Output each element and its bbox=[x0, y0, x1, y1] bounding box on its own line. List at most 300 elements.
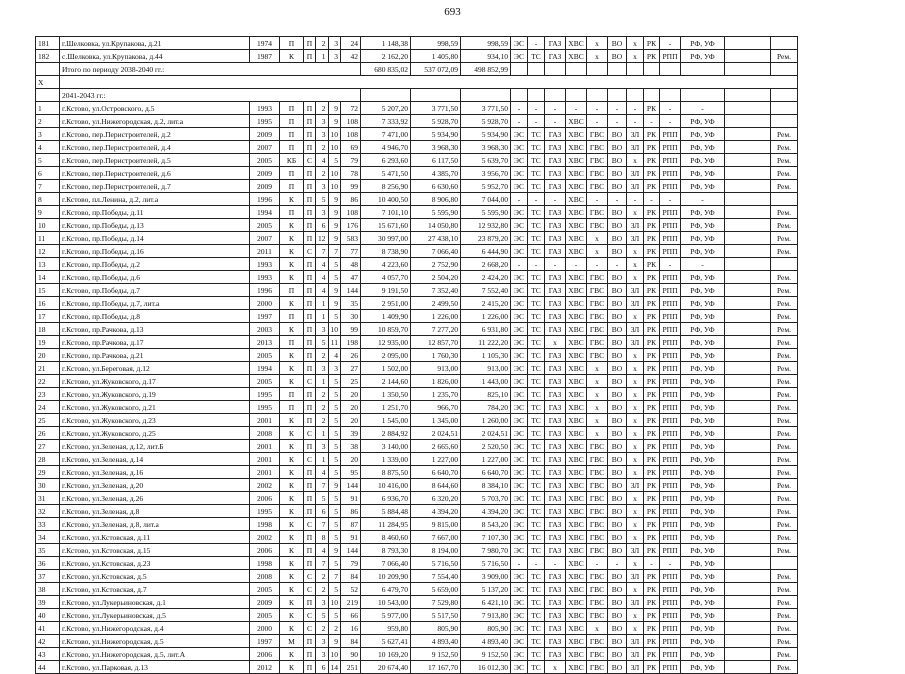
table-cell: ТС bbox=[528, 648, 545, 661]
table-cell: х bbox=[627, 453, 644, 466]
table-cell bbox=[681, 63, 725, 76]
table-cell: ГАЗ bbox=[545, 375, 566, 388]
table-cell: 31 bbox=[36, 492, 60, 505]
table-cell: 99 bbox=[341, 180, 361, 193]
table-cell: П bbox=[280, 37, 304, 50]
table-cell: г.Кстово, ул.Парковая, д.13 bbox=[60, 661, 250, 674]
table-cell: РФ, УФ bbox=[681, 232, 725, 245]
table-cell: ВО bbox=[608, 37, 627, 50]
table-cell: 22 bbox=[36, 375, 60, 388]
table-cell: РФ, УФ bbox=[681, 271, 725, 284]
table-cell: РК bbox=[644, 596, 660, 609]
table-cell: РФ, УФ bbox=[681, 622, 725, 635]
table-cell: 4 223,60 bbox=[361, 258, 411, 271]
table-cell: 7 352,40 bbox=[411, 284, 461, 297]
table-cell: - bbox=[528, 102, 545, 115]
table-cell: ГВС bbox=[587, 479, 608, 492]
table-cell bbox=[725, 466, 771, 479]
table-cell: 3 bbox=[316, 206, 329, 219]
table-cell bbox=[725, 427, 771, 440]
table-cell: Рем. bbox=[771, 128, 798, 141]
table-cell: ХВС bbox=[566, 622, 587, 635]
table-cell: К bbox=[280, 453, 304, 466]
table-cell: РК bbox=[644, 505, 660, 518]
table-cell: ЗЛ bbox=[627, 232, 644, 245]
table-cell: РК bbox=[644, 635, 660, 648]
table-cell: С bbox=[304, 245, 316, 258]
table-cell: 95 bbox=[341, 466, 361, 479]
table-row bbox=[36, 518, 798, 531]
table-cell: 2011 bbox=[250, 245, 280, 258]
table-cell: П bbox=[280, 102, 304, 115]
table-row bbox=[36, 271, 798, 284]
table-cell: 10 400,50 bbox=[361, 193, 411, 206]
table-cell: 5 bbox=[328, 427, 341, 440]
table-cell: Рем. bbox=[771, 245, 798, 258]
table-cell: ХВС bbox=[566, 466, 587, 479]
table-cell: Рем. bbox=[771, 310, 798, 323]
table-cell: 5 bbox=[316, 336, 329, 349]
table-cell: ХВС bbox=[566, 232, 587, 245]
table-cell: ГАЗ bbox=[545, 505, 566, 518]
table-cell: 1 bbox=[316, 427, 329, 440]
table-cell: РПП bbox=[660, 609, 681, 622]
table-cell: 1 bbox=[316, 297, 329, 310]
table-cell: 10 bbox=[36, 219, 60, 232]
table-cell: х bbox=[587, 362, 608, 375]
table-cell: 4 bbox=[328, 349, 341, 362]
page-number: 693 bbox=[444, 6, 461, 18]
table-row bbox=[36, 336, 798, 349]
table-cell: - bbox=[528, 115, 545, 128]
table-cell bbox=[725, 102, 771, 115]
table-cell: 2000 bbox=[250, 297, 280, 310]
table-cell: 4 bbox=[316, 544, 329, 557]
table-cell: ГВС bbox=[587, 661, 608, 674]
table-cell: П bbox=[304, 349, 316, 362]
table-cell: 30 bbox=[341, 310, 361, 323]
table-cell: 2 752,90 bbox=[411, 258, 461, 271]
table-row bbox=[36, 531, 798, 544]
table-cell: 1 226,00 bbox=[461, 310, 511, 323]
table-cell: ЭС bbox=[511, 167, 528, 180]
table-cell: РФ, УФ bbox=[681, 401, 725, 414]
table-cell: РПП bbox=[660, 544, 681, 557]
table-cell: 42 bbox=[36, 635, 60, 648]
table-cell: - bbox=[644, 115, 660, 128]
table-cell: 9 bbox=[328, 479, 341, 492]
table-row bbox=[36, 388, 798, 401]
table-cell: 3 bbox=[328, 362, 341, 375]
table-cell: РК bbox=[644, 141, 660, 154]
table-cell: РФ, УФ bbox=[681, 206, 725, 219]
table-cell: г.Кстово, ул.Кстовская, д.7 bbox=[60, 583, 250, 596]
table-cell: ТС bbox=[528, 661, 545, 674]
table-cell: ХВС bbox=[566, 596, 587, 609]
table-cell: ВО bbox=[608, 492, 627, 505]
table-cell: Рем. bbox=[771, 661, 798, 674]
table-cell bbox=[725, 375, 771, 388]
table-cell: г.Кстово, ул.Нижегородская, д.4 bbox=[60, 622, 250, 635]
table-cell: ВО bbox=[608, 648, 627, 661]
table-cell: 7 bbox=[316, 557, 329, 570]
table-cell: х bbox=[627, 609, 644, 622]
table-cell: 7 bbox=[36, 180, 60, 193]
table-cell: 2 665,60 bbox=[411, 440, 461, 453]
table-cell: 15 bbox=[36, 284, 60, 297]
table-cell: 5 703,70 bbox=[461, 492, 511, 505]
table-cell: 90 bbox=[341, 648, 361, 661]
table-cell: ГВС bbox=[587, 219, 608, 232]
table-cell: 34 bbox=[36, 531, 60, 544]
table-cell: Рем. bbox=[771, 167, 798, 180]
table-cell: г.Кстово, ул.Береговая, д.12 bbox=[60, 362, 250, 375]
table-cell: ТС bbox=[528, 596, 545, 609]
table-cell: Рем. bbox=[771, 596, 798, 609]
table-cell: г.Кстово, ул.Жуковского, д.17 bbox=[60, 375, 250, 388]
table-cell: К bbox=[280, 661, 304, 674]
table-cell bbox=[725, 297, 771, 310]
table-cell: 6 bbox=[316, 219, 329, 232]
table-cell: 5 bbox=[328, 401, 341, 414]
table-cell bbox=[771, 37, 798, 50]
table-cell: РФ, УФ bbox=[681, 310, 725, 323]
table-cell: 5 595,90 bbox=[411, 206, 461, 219]
table-row bbox=[36, 596, 798, 609]
table-cell: х bbox=[587, 401, 608, 414]
table-cell bbox=[36, 63, 60, 76]
table-cell: 1998 bbox=[250, 557, 280, 570]
table-cell: - bbox=[528, 557, 545, 570]
table-cell: г.Кстово, пр.Победы, д.11 bbox=[60, 206, 250, 219]
table-cell: 9 bbox=[328, 544, 341, 557]
table-cell: РПП bbox=[660, 362, 681, 375]
table-cell: П bbox=[280, 206, 304, 219]
table-cell: Рем. bbox=[771, 388, 798, 401]
table-cell: 1998 bbox=[250, 518, 280, 531]
table-cell: 9 bbox=[328, 115, 341, 128]
table-cell: П bbox=[304, 388, 316, 401]
table-cell: С bbox=[304, 154, 316, 167]
table-cell: 7 913,80 bbox=[461, 609, 511, 622]
table-cell: 24 bbox=[341, 37, 361, 50]
table-cell: 5 bbox=[328, 271, 341, 284]
table-cell: 14 bbox=[36, 271, 60, 284]
table-cell: ТС bbox=[528, 583, 545, 596]
table-cell: г.Кстово, ул.Островского, д.5 bbox=[60, 102, 250, 115]
table-cell: 1996 bbox=[250, 193, 280, 206]
table-cell: ТС bbox=[528, 232, 545, 245]
table-row bbox=[36, 622, 798, 635]
table-cell: Рем. bbox=[771, 635, 798, 648]
table-cell: 181 bbox=[36, 37, 60, 50]
table-cell: ЭС bbox=[511, 648, 528, 661]
table-cell: г.Кстово, пр.Рачкова, д.21 bbox=[60, 349, 250, 362]
table-cell: П bbox=[304, 258, 316, 271]
table-cell: Рем. bbox=[771, 362, 798, 375]
table-cell: 9 bbox=[328, 284, 341, 297]
table-cell: П bbox=[304, 362, 316, 375]
table-cell: ХВС bbox=[566, 128, 587, 141]
table-cell bbox=[725, 128, 771, 141]
houses-table bbox=[35, 36, 798, 674]
table-cell: 2005 bbox=[250, 375, 280, 388]
table-cell: ЭС bbox=[511, 375, 528, 388]
table-cell: П bbox=[304, 128, 316, 141]
table-cell: К bbox=[280, 50, 304, 63]
table-cell bbox=[528, 63, 545, 76]
table-cell: ТС bbox=[528, 245, 545, 258]
table-cell: 2012 bbox=[250, 661, 280, 674]
table-cell: ЭС bbox=[511, 479, 528, 492]
table-cell: 2013 bbox=[250, 336, 280, 349]
table-cell: 9 bbox=[328, 635, 341, 648]
table-cell: 1 bbox=[316, 453, 329, 466]
table-cell: 3 bbox=[316, 596, 329, 609]
table-cell bbox=[725, 492, 771, 505]
table-cell: ГАЗ bbox=[545, 427, 566, 440]
table-cell: 1 148,38 bbox=[361, 37, 411, 50]
table-cell: К bbox=[280, 557, 304, 570]
table-cell: РФ, УФ bbox=[681, 154, 725, 167]
table-cell: РК bbox=[644, 648, 660, 661]
table-cell: РК bbox=[644, 440, 660, 453]
table-cell: РК bbox=[644, 102, 660, 115]
table-cell: ХВС bbox=[566, 310, 587, 323]
table-cell: ТС bbox=[528, 479, 545, 492]
table-cell: - bbox=[545, 557, 566, 570]
table-cell bbox=[511, 63, 528, 76]
table-cell: РК bbox=[644, 531, 660, 544]
table-cell bbox=[771, 63, 798, 76]
table-cell: ГВС bbox=[587, 570, 608, 583]
table-cell: 1 bbox=[316, 310, 329, 323]
table-cell: ВО bbox=[608, 570, 627, 583]
table-cell: РФ, УФ bbox=[681, 245, 725, 258]
table-cell: Рем. bbox=[771, 544, 798, 557]
table-cell: 17 bbox=[36, 310, 60, 323]
table-cell: 2006 bbox=[250, 544, 280, 557]
subtotal-total-area bbox=[361, 89, 411, 102]
table-cell: ГВС bbox=[587, 492, 608, 505]
table-cell: РК bbox=[644, 427, 660, 440]
table-cell: П bbox=[304, 232, 316, 245]
table-cell: - bbox=[660, 193, 681, 206]
table-cell: ВО bbox=[608, 427, 627, 440]
table-cell: 16 bbox=[341, 622, 361, 635]
table-cell: ХВС bbox=[566, 349, 587, 362]
table-cell: ГАЗ bbox=[545, 635, 566, 648]
table-cell: - bbox=[545, 258, 566, 271]
table-cell: г.Кстово, пер.Перистроителей, д.7 bbox=[60, 180, 250, 193]
table-cell: П bbox=[280, 336, 304, 349]
table-cell: 52 bbox=[341, 583, 361, 596]
table-cell: 1996 bbox=[250, 284, 280, 297]
table-cell: ТС bbox=[528, 154, 545, 167]
table-cell: 998,59 bbox=[461, 37, 511, 50]
table-cell: ТС bbox=[528, 362, 545, 375]
table-cell: г.Кстово, ул.Нижегородская, д.5, лит.А bbox=[60, 648, 250, 661]
table-cell: 24 bbox=[36, 401, 60, 414]
table-cell: ЭС bbox=[511, 492, 528, 505]
table-cell bbox=[660, 63, 681, 76]
table-cell: ТС bbox=[528, 427, 545, 440]
table-cell: ГАЗ bbox=[545, 219, 566, 232]
table-cell: РФ, УФ bbox=[681, 414, 725, 427]
table-cell: ГВС bbox=[587, 284, 608, 297]
table-cell: 1987 bbox=[250, 50, 280, 63]
table-cell: 8 460,60 bbox=[361, 531, 411, 544]
table-cell: Рем. bbox=[771, 609, 798, 622]
table-row bbox=[36, 284, 798, 297]
table-row bbox=[36, 544, 798, 557]
table-cell: 7 bbox=[316, 479, 329, 492]
table-cell: 5 bbox=[328, 388, 341, 401]
table-cell: П bbox=[304, 219, 316, 232]
table-cell: 27 438,10 bbox=[411, 232, 461, 245]
table-cell: - bbox=[608, 115, 627, 128]
table-cell: г.Кстово, ул.Лукерьиновская, д.1 bbox=[60, 596, 250, 609]
table-row bbox=[36, 479, 798, 492]
table-cell: ВО bbox=[608, 440, 627, 453]
table-cell: ЭС bbox=[511, 271, 528, 284]
table-cell: 2005 bbox=[250, 154, 280, 167]
table-cell: РК bbox=[644, 375, 660, 388]
table-cell: 8 738,90 bbox=[361, 245, 411, 258]
table-cell: РК bbox=[644, 518, 660, 531]
table-cell: 10 bbox=[328, 180, 341, 193]
table-cell: х bbox=[627, 375, 644, 388]
table-cell: ВО bbox=[608, 453, 627, 466]
table-cell: ГАЗ bbox=[545, 401, 566, 414]
table-cell: х bbox=[627, 401, 644, 414]
table-cell: ЭС bbox=[511, 518, 528, 531]
table-cell: г.Кстово, пр.Победы, д.7, лит.а bbox=[60, 297, 250, 310]
table-cell: х bbox=[627, 505, 644, 518]
table-cell bbox=[566, 89, 587, 102]
table-cell: 9 bbox=[328, 102, 341, 115]
table-cell: РПП bbox=[660, 167, 681, 180]
table-cell: - bbox=[511, 102, 528, 115]
table-cell: 29 bbox=[36, 466, 60, 479]
table-cell: ГВС bbox=[587, 141, 608, 154]
table-cell: РПП bbox=[660, 128, 681, 141]
table-row bbox=[36, 115, 798, 128]
table-cell: 108 bbox=[341, 115, 361, 128]
table-cell: ЗЛ bbox=[627, 128, 644, 141]
table-cell: 10 416,00 bbox=[361, 479, 411, 492]
table-cell: ЗЛ bbox=[627, 635, 644, 648]
table-cell: ГАЗ bbox=[545, 284, 566, 297]
table-cell: РПП bbox=[660, 583, 681, 596]
table-cell: 1 105,30 bbox=[461, 349, 511, 362]
table-cell: РК bbox=[644, 362, 660, 375]
table-cell: 35 bbox=[36, 544, 60, 557]
table-cell: 33 bbox=[36, 518, 60, 531]
table-cell: К bbox=[280, 648, 304, 661]
table-cell: 8 bbox=[316, 531, 329, 544]
table-cell: С bbox=[304, 570, 316, 583]
table-cell: РК bbox=[644, 128, 660, 141]
table-cell: 2 520,50 bbox=[461, 440, 511, 453]
table-cell: ХВС bbox=[566, 557, 587, 570]
table-cell: ГВС bbox=[587, 648, 608, 661]
table-cell: х bbox=[627, 622, 644, 635]
table-cell: 12 bbox=[316, 232, 329, 245]
table-cell: г.Кстово, пр.Победы, д.16 bbox=[60, 245, 250, 258]
table-cell: Рем. bbox=[771, 531, 798, 544]
table-cell: 2002 bbox=[250, 479, 280, 492]
table-cell: К bbox=[280, 505, 304, 518]
table-cell: РПП bbox=[660, 388, 681, 401]
table-cell: ГВС bbox=[587, 167, 608, 180]
table-cell: г.Кстово, пл.Ленина, д.2, лит.а bbox=[60, 193, 250, 206]
table-cell: 3 bbox=[316, 128, 329, 141]
table-cell: ТС bbox=[528, 50, 545, 63]
table-cell: 10 bbox=[328, 141, 341, 154]
table-cell: РК bbox=[644, 206, 660, 219]
table-cell: К bbox=[280, 219, 304, 232]
table-cell: ГВС bbox=[587, 349, 608, 362]
table-cell: 2 bbox=[316, 570, 329, 583]
table-cell: ТС bbox=[528, 375, 545, 388]
table-cell: х bbox=[545, 336, 566, 349]
table-cell: ЭС bbox=[511, 427, 528, 440]
table-cell: х bbox=[627, 531, 644, 544]
table-cell: П bbox=[304, 492, 316, 505]
table-cell: РК bbox=[644, 349, 660, 362]
table-cell: 27 bbox=[341, 362, 361, 375]
table-cell: 219 bbox=[341, 596, 361, 609]
table-cell bbox=[627, 63, 644, 76]
table-cell bbox=[725, 414, 771, 427]
table-cell: РК bbox=[644, 284, 660, 297]
table-cell: 7 554,40 bbox=[411, 570, 461, 583]
table-cell: 4 bbox=[316, 284, 329, 297]
table-cell: 16 012,30 bbox=[461, 661, 511, 674]
table-cell: К bbox=[280, 362, 304, 375]
table-cell: РФ, УФ bbox=[681, 141, 725, 154]
table-cell: 8 bbox=[36, 193, 60, 206]
table-cell: 108 bbox=[341, 206, 361, 219]
table-cell: РК bbox=[644, 50, 660, 63]
table-cell: ТС bbox=[528, 609, 545, 622]
table-cell: 4 bbox=[316, 271, 329, 284]
table-cell: С bbox=[304, 583, 316, 596]
table-cell: РПП bbox=[660, 479, 681, 492]
table-cell: - bbox=[608, 557, 627, 570]
table-cell: 4 057,70 bbox=[361, 271, 411, 284]
table-cell: 1 760,30 bbox=[411, 349, 461, 362]
table-cell: РФ, УФ bbox=[681, 375, 725, 388]
table-cell bbox=[681, 89, 725, 102]
table-cell: - bbox=[660, 102, 681, 115]
table-cell: П bbox=[304, 284, 316, 297]
table-cell: Рем. bbox=[771, 323, 798, 336]
table-row bbox=[36, 167, 798, 180]
table-cell: 2003 bbox=[250, 323, 280, 336]
table-cell: РФ, УФ bbox=[681, 466, 725, 479]
table-cell: ВО bbox=[608, 284, 627, 297]
table-cell: - bbox=[627, 115, 644, 128]
table-cell: П bbox=[304, 648, 316, 661]
table-cell: ВО bbox=[608, 167, 627, 180]
table-cell: 28 bbox=[36, 453, 60, 466]
table-cell bbox=[528, 89, 545, 102]
table-cell: х bbox=[627, 440, 644, 453]
table-cell: - bbox=[566, 258, 587, 271]
table-cell: П bbox=[304, 167, 316, 180]
